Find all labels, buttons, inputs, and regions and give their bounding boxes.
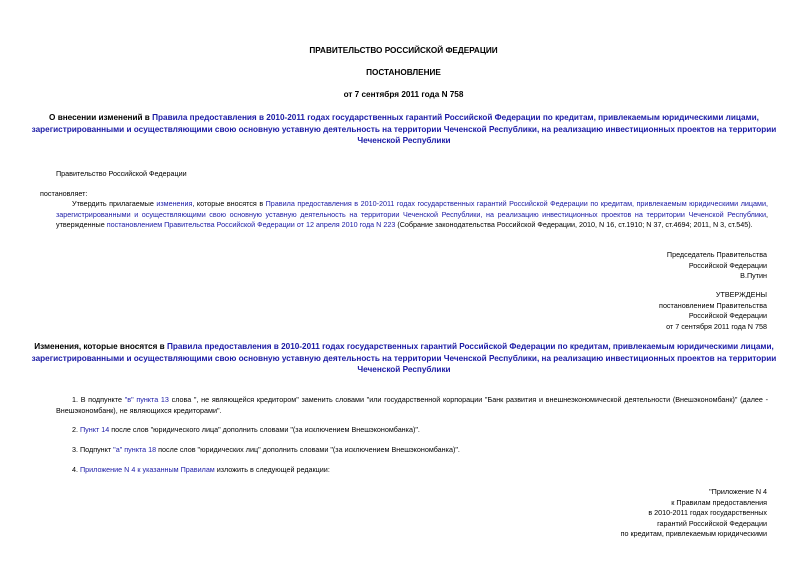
government-line: Правительство Российской Федерации [56, 169, 187, 178]
changes-title-prefix: Изменения, которые вносятся в [34, 342, 167, 351]
p1-text-c: , утвержденные [56, 209, 768, 229]
signature-title-1: Председатель Правительства [666, 250, 767, 259]
document-type: ПОСТАНОВЛЕНИЕ [366, 68, 441, 77]
signature-block [667, 250, 767, 282]
item-2: 2. Пункт 14 после слов "юридического лица" дополнить словами "(за исключением Внешэкономбанка)". [72, 425, 420, 434]
p1-text-d: (Собрание законодательства Российской Федерации, 2010, N 16, ст.1910; N 37, ст.4694; 2011, N 3, ст.545). [395, 220, 753, 229]
clause-14-link[interactable]: Пункт 14 [80, 425, 110, 434]
appendix-line-1: "Приложение N 4 [709, 487, 767, 496]
appendix-line-2: к Правилам предоставления [671, 497, 767, 507]
approved-line-4: от 7 сентября 2011 года N 758 [666, 321, 767, 331]
appendix-line-3: в 2010-2011 годах государственных [648, 508, 767, 517]
item-3-text-a: 3. Подпункт [72, 445, 114, 454]
rules-link[interactable]: Правила предоставления в 2010-2011 годах государственных гарантий Российской Федерации по кредитам, привлекаемым юридическими лицами, зарегистрированными и осуществляющими свою основную уставную деятельность на территории Чеченской Республики, на реализацию инвестиционных проектов на территории Чеченской Республики [56, 199, 768, 219]
approved-line-2: постановлением Правительства [659, 300, 767, 310]
signature-title-2: Российской Федерации [688, 260, 767, 270]
appendix-4-link[interactable]: Приложение N 4 к указанным Правилам [80, 465, 215, 474]
appendix-block [621, 487, 767, 540]
title-rules-link[interactable]: Правила предоставления в 2010-2011 годах государственных гарантий Российской Федерации по кредитам, привлекаемым юридическими лицами, зарегистрированными и осуществляющими свою основную уставную деятельность на территории Чеченской Республики, на реализацию инвестиционных проектов на территории Чеченской Республики [31, 113, 777, 145]
item-2-text-b: после слов "юридического лица" дополнить словами "(за исключением Внешэкономбанка)". [109, 425, 420, 434]
changes-title-rules-link[interactable]: Правила предоставления в 2010-2011 годах государственных гарантий Российской Федерации по кредитам, привлекаемым юридическими лицами, зарегистрированными и осуществляющими свою основную уставную деятельность на территории Чеченской Республики, на реализацию инвестиционных проектов на территории Чеченской Республики [31, 342, 777, 374]
title-prefix: О внесении изменений в [49, 113, 153, 122]
approved-block [659, 290, 767, 332]
approved-line-1: УТВЕРЖДЕНЫ [715, 290, 767, 299]
p1-text-b: , которые вносятся в [192, 199, 266, 208]
item-3 [56, 445, 768, 456]
changes-title [30, 341, 778, 376]
item-1-text-b: слова ", не являющейся кредитором" заменить словами "или государственной корпорации "Банк развития и внешнеэкономической деятельности (Внешэкономбанк)" (далее - Внешэкономбанк), не являющихся кредиторами". [56, 395, 769, 415]
changes-link[interactable]: изменения [156, 199, 193, 208]
item-4-text-b: изложить в следующей редакции: [214, 465, 330, 474]
resolution-223-link[interactable]: постановлением Правительства Российской Федерации от 12 апреля 2010 года N 223 [106, 220, 396, 229]
p1-text-a: Утвердить прилагаемые [72, 199, 157, 208]
document-date-number: от 7 сентября 2011 года N 758 [343, 90, 464, 99]
approved-line-3: Российской Федерации [688, 311, 767, 320]
document-title [30, 112, 778, 147]
clause-13-link[interactable]: пункта 13 [136, 395, 169, 404]
clause-18-link[interactable]: пункта 18 [124, 445, 157, 454]
approval-paragraph [56, 199, 768, 231]
signature-name: В.Путин [740, 271, 767, 280]
item-4 [56, 465, 768, 476]
item-1 [56, 395, 768, 416]
subclause-v-link[interactable]: "в" [124, 395, 134, 404]
item-4-text-a: 4. [72, 465, 80, 474]
decrees-word: постановляет: [40, 189, 88, 198]
appendix-line-5: по кредитам, привлекаемым юридическими [620, 529, 767, 538]
item-1-text-a: 1. В подпункте [72, 395, 125, 404]
item-3-text-b: после слов "юридических лиц" дополнить словами "(за исключением Внешэкономбанка)". [156, 445, 460, 454]
subclause-a-link[interactable]: "а" [113, 445, 123, 454]
government-heading: ПРАВИТЕЛЬСТВО РОССИЙСКОЙ ФЕДЕРАЦИИ [309, 46, 498, 55]
appendix-line-4: гарантий Российской Федерации [657, 518, 767, 528]
